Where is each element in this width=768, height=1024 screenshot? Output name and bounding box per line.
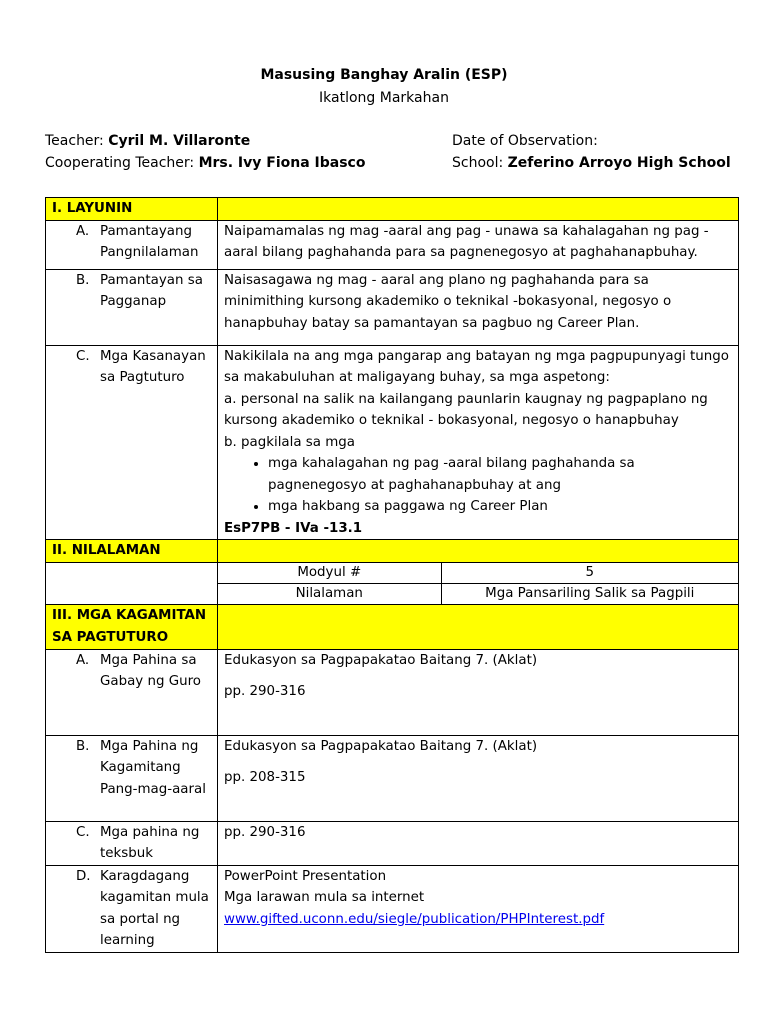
table-row xyxy=(218,563,738,584)
section-heading-nilalaman: II. NILALAMAN xyxy=(46,540,218,563)
row-content xyxy=(218,865,739,952)
row-label-cell xyxy=(46,220,218,269)
modyul-value: 5 xyxy=(441,563,738,584)
kasanayan-item-a: a. personal na salik na kailangang paunlarin kaugnay ng pagpaplano ng kursong akademiko o teknikal - bokasyonal, negosyo o hanapbuhay xyxy=(224,391,708,428)
row-label-cell xyxy=(46,735,218,821)
modyul-label: Modyul # xyxy=(218,563,441,584)
row-label-cell xyxy=(46,821,218,865)
table-row xyxy=(46,649,739,735)
row-label: Pamantayang Pangnilalaman xyxy=(100,223,199,260)
row-label: Pamantayan sa Pagganap xyxy=(100,272,203,309)
row-label: Mga Kasanayan sa Pagtuturo xyxy=(100,348,206,385)
table-row xyxy=(46,865,739,952)
row-letter: B. xyxy=(76,738,90,754)
row-letter: A. xyxy=(76,652,90,668)
section-fill xyxy=(218,604,739,649)
nilalaman-cell xyxy=(218,562,739,604)
row-label-cell xyxy=(46,269,218,345)
row-content: Naisasagawa ng mag - aaral ang plano ng paghahanda para sa minimithing kursong akademiko o teknikal -bokasyonal, negosyo o hanapbuhay batay sa pamantayan sa pagbuo ng Career Plan. xyxy=(218,269,739,345)
document-subtitle: Ikatlong Markahan xyxy=(319,90,449,106)
row-label: Mga Pahina ng Kagamitang Pang-mag-aaral xyxy=(100,738,206,797)
row-content: pp. 290-316 xyxy=(218,821,739,865)
row-label-cell xyxy=(46,649,218,735)
section-heading-kagamitan: III. MGA KAGAMITAN SA PAGTUTURO xyxy=(46,604,218,649)
row-letter: A. xyxy=(76,223,90,239)
kasanayan-bullets xyxy=(224,453,732,518)
teacher-label: Teacher: xyxy=(45,133,104,149)
document-title: Masusing Banghay Aralin (ESP) xyxy=(260,67,508,83)
section-fill xyxy=(218,540,739,563)
resource-item: Mga larawan mula sa internet xyxy=(224,890,425,905)
kasanayan-item-b: b. pagkilala sa mga xyxy=(224,434,355,450)
table-row xyxy=(46,562,739,604)
row-content: Naipamamalas ng mag -aaral ang pag - unawa sa kahalagahan ng pag -aaral bilang paghahanda para sa pagnenegosyo at paghahanapbuhay. xyxy=(218,220,739,269)
kasanayan-intro: Nakikilala na ang mga pangarap ang batayan ng mga pagpupunyagi tungo sa makabuluhan at maligayang buhay, sa mga aspetong: xyxy=(224,348,729,385)
list-item: • mga hakbang sa paggawa ng Career Plan xyxy=(268,496,732,518)
table-row xyxy=(46,345,739,540)
competency-code: EsP7PB - IVa -13.1 xyxy=(224,520,363,536)
row-letter: C. xyxy=(76,348,90,364)
nilalaman-value: Mga Pansariling Salik sa Pagpili xyxy=(441,583,738,604)
section-row-nilalaman xyxy=(46,540,739,563)
nilalaman-label: Nilalaman xyxy=(218,583,441,604)
book-title: Edukasyon sa Pagpapakatao Baitang 7. (Aklat) xyxy=(224,738,538,754)
teacher-name: Cyril M. Villaronte xyxy=(108,133,251,149)
date-of-observation-label: Date of Observation: xyxy=(452,133,598,149)
nilalaman-subtable xyxy=(218,563,738,604)
row-label-cell xyxy=(46,345,218,540)
table-row xyxy=(46,269,739,345)
page-range: pp. 290-316 xyxy=(224,684,306,699)
school-line xyxy=(452,155,731,171)
row-label: Mga Pahina sa Gabay ng Guro xyxy=(100,652,201,689)
lesson-plan-table xyxy=(45,197,739,953)
row-label: Mga pahina ng teksbuk xyxy=(100,824,200,861)
table-row xyxy=(46,821,739,865)
resource-link[interactable]: www.gifted.uconn.edu/siegle/publication/PHPInterest.pdf xyxy=(224,911,605,927)
row-letter: B. xyxy=(76,272,90,288)
section-row-kagamitan xyxy=(46,604,739,649)
section-fill xyxy=(218,198,739,221)
resource-item: PowerPoint Presentation xyxy=(224,868,387,884)
page-range: pp. 208-315 xyxy=(224,770,306,785)
cooperating-teacher-name: Mrs. Ivy Fiona Ibasco xyxy=(198,155,366,171)
teacher-line xyxy=(45,133,250,149)
row-letter: C. xyxy=(76,824,90,840)
section-row-layunin xyxy=(46,198,739,221)
table-row xyxy=(218,583,738,604)
row-content xyxy=(218,345,739,540)
row-label: Karagdagang kagamitan mula sa portal ng learning xyxy=(100,868,209,948)
school-name: Zeferino Arroyo High School xyxy=(507,155,731,171)
school-label: School: xyxy=(452,155,504,171)
cooperating-teacher-label: Cooperating Teacher: xyxy=(45,155,195,171)
book-title: Edukasyon sa Pagpapakatao Baitang 7. (Aklat) xyxy=(224,652,538,668)
list-item: • mga kahalagahan ng pag -aaral bilang paghahanda sa pagnenegosyo at paghahanapbuhay at ang xyxy=(268,453,732,496)
row-content xyxy=(218,735,739,821)
table-row xyxy=(46,220,739,269)
row-label-cell xyxy=(46,865,218,952)
empty-cell xyxy=(46,562,218,604)
cooperating-teacher-line xyxy=(45,155,365,171)
row-letter: D. xyxy=(76,868,91,884)
row-content xyxy=(218,649,739,735)
date-of-observation-line xyxy=(452,133,598,149)
section-heading-layunin: I. LAYUNIN xyxy=(46,198,218,221)
table-row xyxy=(46,735,739,821)
